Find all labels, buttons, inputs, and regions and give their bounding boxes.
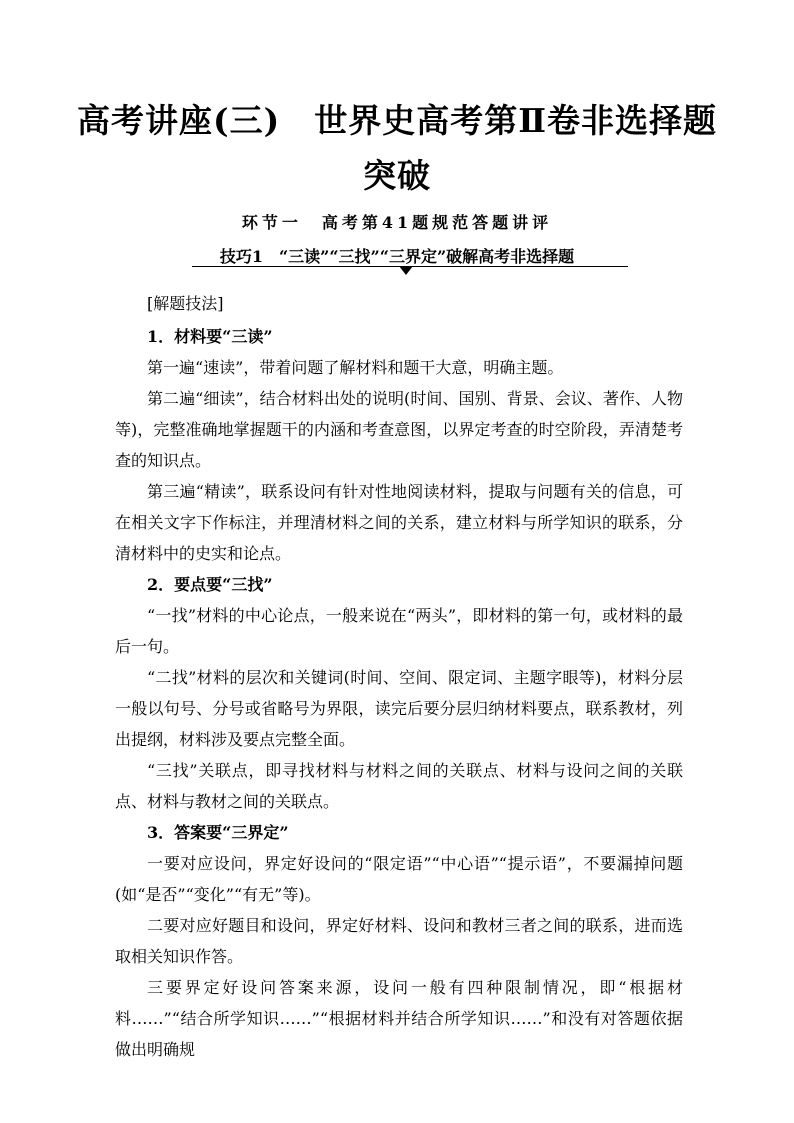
paragraph: “二找”材料的层次和关键词(时间、空间、限定词、主题字眼等)，材料分层一般以句号、分号或省略号为界限，读完后要分层归纳材料要点，联系教材，列出提纲，材料涉及要点完整全面。 [115, 668, 683, 749]
point-heading-1: 1．材料要“三读” [147, 327, 273, 346]
paragraph: 一要对应设问，界定好设问的“限定语”“中心语”“提示语”，不要漏掉问题(如“是否”“变化”“有无”等)。 [115, 854, 683, 904]
method-label: [解题技法] [147, 294, 224, 313]
page-title-line-2: 突破 [363, 156, 431, 195]
section-heading: 环节一 高考第41题规范答题讲评 [241, 213, 553, 232]
paragraph: “一找”材料的中心论点，一般来说在“两头”，即材料的第一句，或材料的最后一句。 [115, 606, 683, 656]
paragraph: 二要对应好题目和设问，界定好材料、设问和教材三者之间的联系，进而选取相关知识作答。 [115, 916, 683, 966]
paragraph: 第一遍“速读”，带着问题了解材料和题干大意，明确主题。 [147, 358, 564, 377]
paragraph: 第二遍“细读”，结合材料出处的说明(时间、国别、背景、会议、著作、人物等)，完整准确地掌握题干的内涵和考查意图，以界定考查的时空阶段，弄清楚考查的知识点。 [115, 389, 683, 470]
body-text [115, 288, 683, 1065]
paragraph: 第三遍“精读”，联系设问有针对性地阅读材料，提取与问题有关的信息，可在相关文字下作标注，并理清材料之间的关系，建立材料与所学知识的联系，分清材料中的史实和论点。 [115, 482, 683, 563]
paragraph: “三找”关联点，即寻找材料与材料之间的关联点、材料与设问之间的关联点、材料与教材之间的关联点。 [115, 761, 683, 811]
point-heading-3: 3．答案要“三界定” [147, 823, 289, 842]
page-title-line-1: 高考讲座(三) 世界史高考第Ⅱ卷非选择题 [76, 101, 718, 140]
point-heading-2: 2．要点要“三找” [147, 575, 273, 594]
technique-heading: 技巧1 “三读”“三找”“三界定”破解高考非选择题 [219, 247, 575, 266]
paragraph: 三要界定好设问答案来源，设问一般有四种限制情况，即“根据材料……”“结合所学知识……”“根据材料并结合所学知识……”和没有对答题依据做出明确规 [115, 978, 683, 1059]
down-triangle-icon [399, 266, 413, 275]
